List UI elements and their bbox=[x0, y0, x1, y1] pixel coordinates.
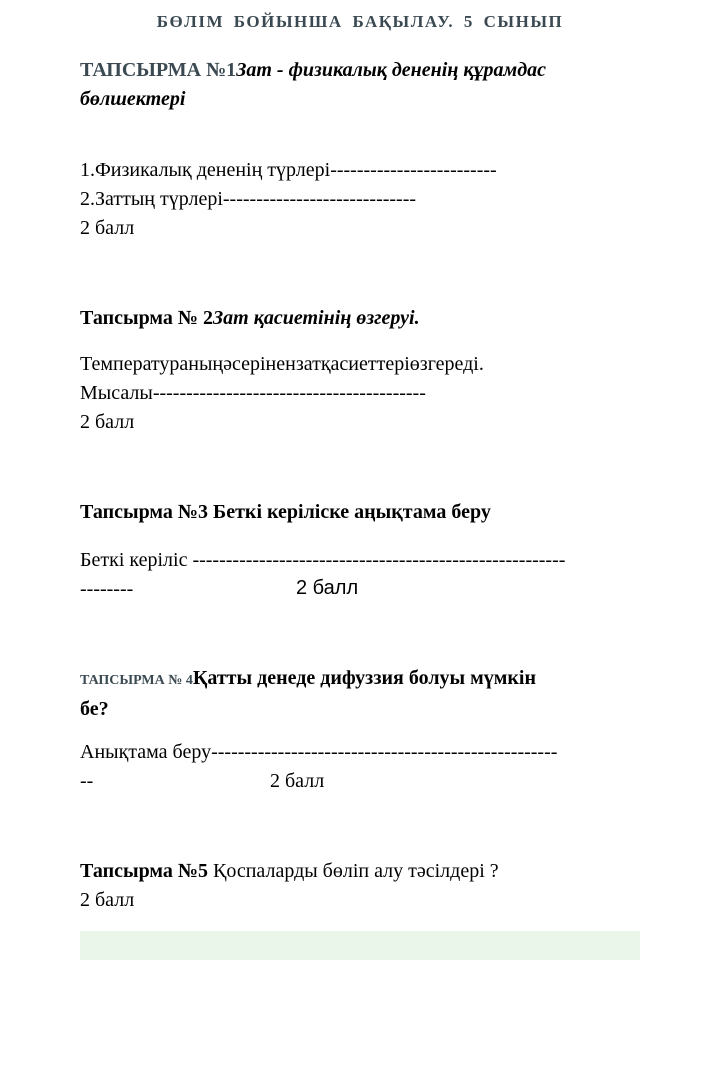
task3-line2-dashes: -------- bbox=[80, 578, 134, 600]
task4-topic-line2: бе? bbox=[80, 698, 109, 720]
task3-heading: Тапсырма №3 Беткі керіліске аңықтама беру bbox=[80, 501, 491, 523]
task5-text: Қоспаларды бөліп алу тәсілдері ? bbox=[208, 860, 499, 882]
task1-item1: 1.Физикалық дененің түрлері------------------------- bbox=[80, 159, 497, 181]
task4-score: 2 балл bbox=[270, 770, 325, 792]
task3-line1: Беткі керіліс -------------------------------------------------------- bbox=[80, 549, 566, 571]
task1-heading bbox=[80, 56, 546, 114]
task2-line2: Мысалы----------------------------------------- bbox=[80, 382, 426, 404]
task1-topic-line1: Зат - физикалық дененің құрамдас bbox=[236, 59, 547, 81]
task2-line1: Температураныңәсерінензатқасиеттеріөзгереді. bbox=[80, 353, 484, 375]
task2-heading bbox=[80, 307, 420, 330]
task4-line1: Анықтама беру---------------------------------------------------- bbox=[80, 741, 558, 763]
task4-prefix: ТАПСЫРМА № 4 bbox=[80, 673, 193, 688]
task1-topic-line2: бөлшектері bbox=[80, 88, 186, 110]
task4-line2-dashes: -- bbox=[80, 770, 94, 792]
page-title: БӨЛІМ БОЙЫНША БАҚЫЛАУ. 5 СЫНЫП bbox=[156, 12, 564, 31]
task1-prefix: ТАПСЫРМА №1 bbox=[80, 59, 237, 81]
task5-score: 2 балл bbox=[80, 889, 135, 911]
task4-heading bbox=[80, 664, 536, 724]
task5-prefix: Тапсырма №5 bbox=[80, 860, 208, 882]
task5-heading bbox=[80, 857, 499, 886]
task2-score: 2 балл bbox=[80, 411, 135, 433]
task2-prefix: Тапсырма № 2 bbox=[80, 307, 213, 329]
task1-item2: 2.Заттың түрлері----------------------------- bbox=[80, 188, 417, 210]
task1-score: 2 балл bbox=[80, 217, 135, 239]
task4-topic-line1: Қатты денеде дифуззия болуы мүмкін bbox=[192, 667, 537, 689]
highlight-bar bbox=[80, 931, 640, 960]
task3-score: 2 балл bbox=[296, 577, 359, 599]
task2-topic: Зат қасиетінің өзгеруі. bbox=[213, 307, 420, 329]
